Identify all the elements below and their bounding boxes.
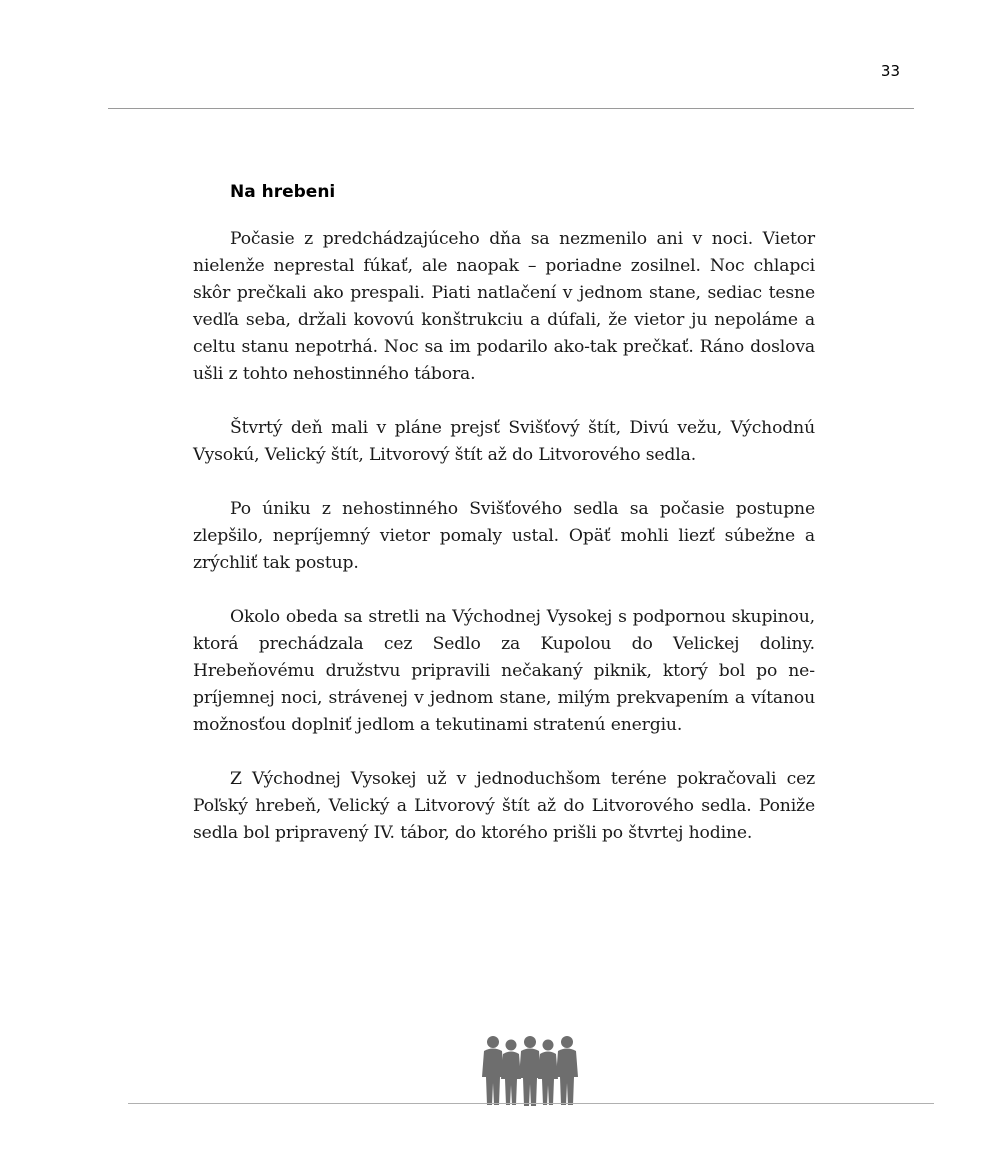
paragraph-1: Počasie z predchádzajúceho dňa sa nezmenilo ani v noci. Vietor nielenže neprestal fúkať, ale naopak – poriadne zosilnel. Noc chlapci skôr prečkali ako prespali. Piati natlačení v jednom stane, sediac tesne vedľa seba, držali kovovú konštrukciu a dúfali, že vietor ju nepoláme a celtu stanu nepotrhá. Noc sa im podarilo ako-tak prečkať. Ráno doslova ušli z tohto nehostinného tábora. bbox=[193, 229, 815, 384]
paragraph-3: Po úniku z nehostinného Svišťového sedla sa počasie postupne zlepšilo, nepríjemný vietor pomaly ustal. Opäť mohli liezť súbežne a zrýchliť tak postup. bbox=[193, 499, 815, 573]
five-people-silhouette-icon bbox=[482, 1033, 578, 1107]
paragraph-4: Okolo obeda sa stretli na Východnej Vysokej s podpornou skupinou, ktorá prechádzala cez Sedlo za Kupolou do Velickej doliny. Hrebeňovému družstvu pripravili nečakaný piknik, ktorý bol po nepríjemnej noci, strávenej v jednom stane, milým prekvapením a vítanou možnosťou doplniť jedlom a tekutinami stratenú energiu. bbox=[193, 607, 815, 735]
page-number: 33 bbox=[880, 62, 900, 80]
footer-divider bbox=[128, 1103, 934, 1104]
header-divider bbox=[108, 108, 914, 109]
section-heading: Na hrebeni bbox=[230, 182, 336, 202]
article-body bbox=[193, 178, 815, 847]
paragraph-5: Z Východnej Vysokej už v jednoduchšom teréne pokračovali cez Poľský hrebeň, Velický a Litvorový štít až do Litvorového sedla. Poniže sedla bol pripravený IV. tábor, do ktorého prišli po štvrtej hodine. bbox=[193, 769, 815, 843]
paragraph-2: Štvrtý deň mali v pláne prejsť Svišťový štít, Divú vežu, Východnú Vysokú, Velický štít, Litvorový štít až do Litvorového sedla. bbox=[193, 418, 815, 465]
